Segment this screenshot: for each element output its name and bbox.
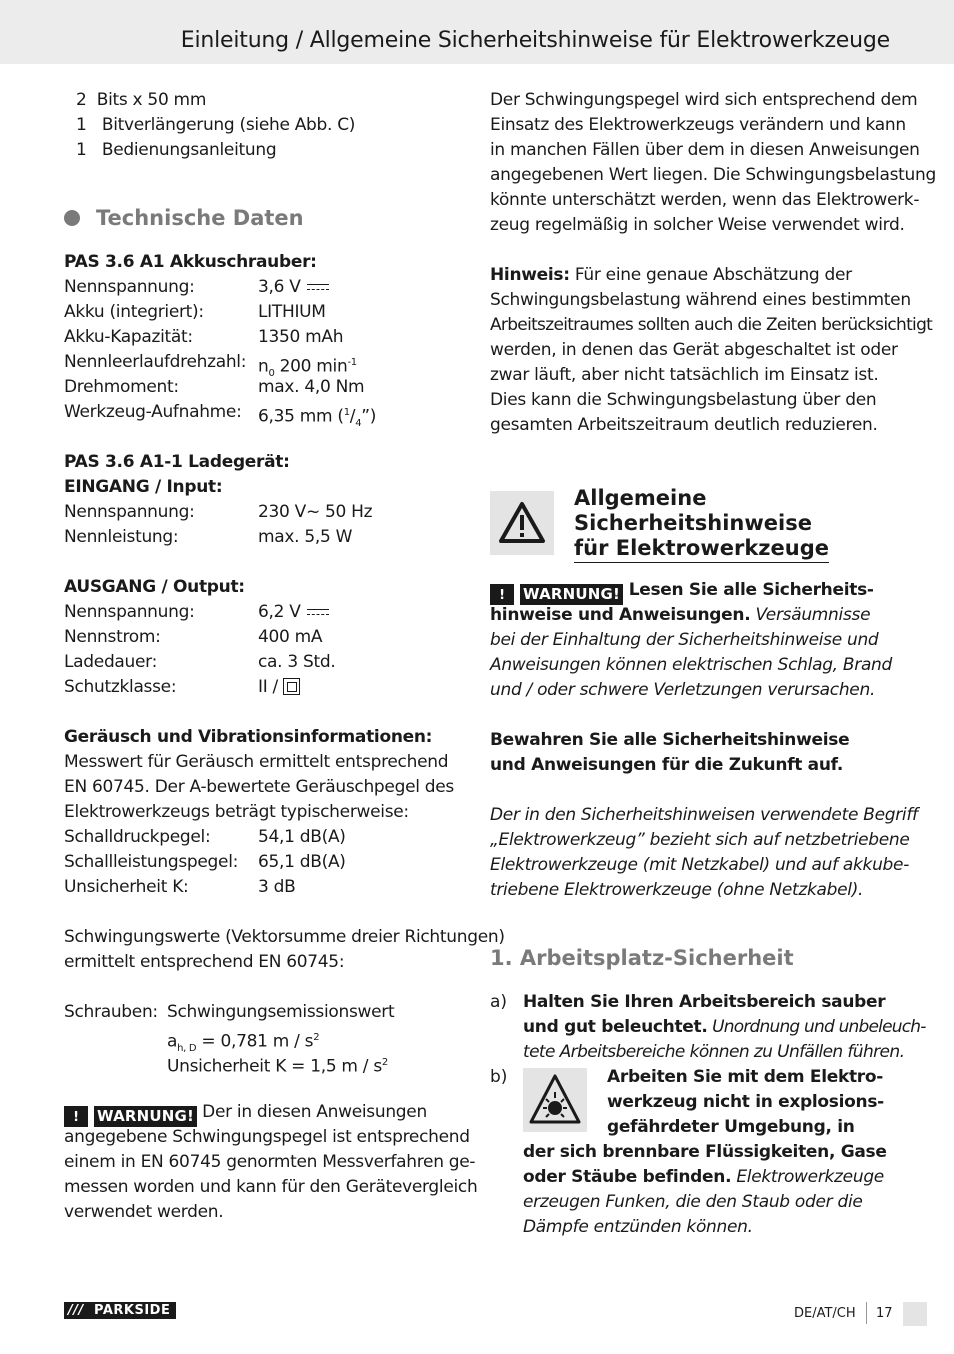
vibration-label: Schrauben: <box>64 1002 158 1022</box>
vibration-row <box>64 1000 464 1025</box>
hint-label: Hinweis: <box>490 265 570 285</box>
spec-row <box>64 325 464 350</box>
spec-key: Nennspannung: <box>64 602 195 622</box>
spec-value: max. 5,5 W <box>258 527 353 547</box>
scope-text: Bedienungsanleitung <box>101 140 277 160</box>
noise-text: EN 60745. Der A-bewertete Geräuschpegel des <box>64 777 454 797</box>
scope-text: Bitverlängerung (siehe Abb. C) <box>101 115 356 135</box>
hint-text: Dies kann die Schwingungsbelastung über den <box>490 390 877 410</box>
spec-value: 6,2 V <box>258 600 329 625</box>
scope-qty: 2 <box>76 90 87 110</box>
spec-key: Nennleistung: <box>64 527 179 547</box>
item-text: der sich brennbare Flüssigkeiten, Gase <box>523 1142 887 1162</box>
vibration-row <box>64 1050 464 1075</box>
scope-item <box>64 113 464 138</box>
warning-text: angegebene Schwingungspegel ist entsprechend <box>64 1127 470 1147</box>
vibration-text: Schwingungswerte (Vektorsumme dreier Richtungen) <box>64 927 505 947</box>
spec-value: LITHIUM <box>258 302 326 322</box>
intro-text: zeug regelmäßig in solcher Weise verwendet wird. <box>490 215 905 235</box>
spec-key: Nennstrom: <box>64 627 161 647</box>
spec-row <box>64 350 464 380</box>
parkside-logo <box>64 1302 176 1319</box>
spec-value: II / <box>258 675 300 700</box>
spec-key: Nennspannung: <box>64 502 195 522</box>
spec-row <box>64 675 464 700</box>
page-header <box>0 0 954 64</box>
warning-triangle-icon: ! <box>64 1106 88 1127</box>
warning-text: Der in diesen Anweisungen <box>197 1102 427 1122</box>
hint-text: zwar läuft, aber nicht tatsächlich im Einsatz ist. <box>490 365 879 385</box>
keep-instructions: Bewahren Sie alle Sicherheitshinweise <box>490 730 850 750</box>
term-text: Der in den Sicherheitshinweisen verwendete Begriff <box>490 805 918 825</box>
warning-label: WARNUNG! <box>520 584 623 605</box>
dc-symbol-icon <box>307 606 329 618</box>
warning-paragraph <box>64 1100 464 1125</box>
tech-data-heading <box>64 198 464 238</box>
workplace-heading: 1. Arbeitsplatz-Sicherheit <box>490 946 794 970</box>
safety-title-line: Sicherheitshinweise <box>574 511 812 535</box>
scope-item <box>64 138 464 163</box>
spec-key: Ladedauer: <box>64 652 157 672</box>
warning-text: bei der Einhaltung der Sicherheitshinweise und <box>490 630 879 650</box>
warning-text: verwendet werden. <box>64 1202 224 1222</box>
safety-title-line: für Elektrowerkzeuge <box>574 536 829 563</box>
hint-text: werden, in denen das Gerät abgeschaltet ist oder <box>490 340 898 360</box>
vibration-value: Schwingungsemissionswert <box>167 1002 395 1022</box>
hint-text: Für eine genaue Abschätzung der <box>569 265 852 285</box>
spec-row <box>64 825 464 850</box>
hint-text: Schwingungsbelastung während eines bestimmten <box>490 290 911 310</box>
warning-text: einem in EN 60745 genormten Messverfahren ge- <box>64 1152 476 1172</box>
safety-section-title <box>574 486 829 561</box>
spec-row <box>64 300 464 325</box>
item-text: Arbeiten Sie mit dem Elektro- <box>607 1067 884 1087</box>
spec-value: 54,1 dB(A) <box>258 827 346 847</box>
explosion-hazard-icon <box>523 1068 587 1132</box>
spec-row <box>64 600 464 625</box>
scope-qty: 1 <box>76 140 87 160</box>
warning-text: messen worden und kann für den Gerätevergleich <box>64 1177 478 1197</box>
screwdriver-title: PAS 3.6 A1 Akkuschrauber: <box>64 252 317 272</box>
spec-row <box>64 850 464 875</box>
intro-text: in manchen Fällen über dem in diesen Anweisungen <box>490 140 920 160</box>
spec-row <box>64 625 464 650</box>
item-text: oder Stäube befinden. Elektrowerkzeuge <box>523 1167 884 1187</box>
footer-divider <box>866 1302 867 1324</box>
noise-text: Elektrowerkzeugs beträgt typischerweise: <box>64 802 409 822</box>
warning2-paragraph <box>490 578 895 603</box>
list-marker: b) <box>490 1067 508 1087</box>
warning-text: Anweisungen können elektrischen Schlag, Brand <box>490 655 893 675</box>
protection-class-icon <box>283 678 300 695</box>
safety-title-line: Allgemeine <box>574 486 707 510</box>
spec-row <box>64 650 464 675</box>
spec-key: Schalldruckpegel: <box>64 827 211 847</box>
footer-language: DE/AT/CH <box>794 1306 856 1321</box>
spec-row <box>64 525 464 550</box>
dc-symbol-icon <box>307 281 329 293</box>
spec-key: Nennspannung: <box>64 277 195 297</box>
bullet-icon <box>64 210 80 226</box>
term-text: Elektrowerkzeuge (mit Netzkabel) und auf akkube- <box>490 855 910 875</box>
item-text: tete Arbeitsbereiche können zu Unfällen führen. <box>523 1042 905 1062</box>
right-column <box>490 88 936 1240</box>
warning-text: und / oder schwere Verletzungen verursachen. <box>490 680 876 700</box>
warning-badge <box>490 584 623 605</box>
spec-value: 230 V~ 50 Hz <box>258 502 373 522</box>
spec-value: $n_0$ 200 $\min^{-1}$ <box>258 356 357 380</box>
spec-row <box>64 500 464 525</box>
hint-text: gesamten Arbeitszeitraum deutlich reduzieren. <box>490 415 878 435</box>
logo-slashes: /// <box>68 1303 84 1318</box>
vibration-row <box>64 1025 464 1055</box>
spec-row <box>64 275 464 300</box>
intro-text: angegebenen Wert liegen. Die Schwingungsbelastung <box>490 165 936 185</box>
charger-title: PAS 3.6 A1-1 Ladegerät: <box>64 452 290 472</box>
spec-row <box>64 375 464 400</box>
warning-badge <box>64 1106 197 1127</box>
list-item-b <box>490 1065 895 1240</box>
item-text: erzeugen Funken, die den Staub oder die <box>523 1192 863 1212</box>
term-text: triebene Elektrowerkzeuge (ohne Netzkabel). <box>490 880 864 900</box>
scope-item <box>64 88 464 113</box>
scope-qty: 1 <box>76 115 87 135</box>
spec-value: 3 dB <box>258 877 296 897</box>
intro-text: Einsatz des Elektrowerkzeugs verändern und kann <box>490 115 906 135</box>
list-item-a <box>490 990 926 1065</box>
term-text: „Elektrowerkzeug” bezieht sich auf netzbetriebene <box>490 830 910 850</box>
spec-key: Nennleerlaufdrehzahl: <box>64 352 247 372</box>
item-text: Dämpfe entzünden können. <box>523 1217 753 1237</box>
warning-triangle-icon: ! <box>490 584 514 605</box>
vibration-uncertainty: Unsicherheit K = 1,5 m / $s^2$ <box>167 1056 388 1077</box>
safety-section-header <box>490 486 895 566</box>
spec-value: max. 4,0 Nm <box>258 377 365 397</box>
vibration-a-value: $a_{h, D} = 0,781$ m / $s^2$ <box>167 1031 320 1055</box>
spec-value: 65,1 dB(A) <box>258 852 346 872</box>
hint-text: Arbeitszeitraumes sollten auch die Zeiten berücksichtigt <box>490 315 933 335</box>
warning-text: hinweise und Anweisungen. Versäumnisse <box>490 605 871 625</box>
vibration-text: ermittelt entsprechend EN 60745: <box>64 952 345 972</box>
spec-row <box>64 875 464 900</box>
keep-instructions: und Anweisungen für die Zukunft auf. <box>490 755 843 775</box>
charger-input-title: EINGANG / Input: <box>64 477 223 497</box>
intro-text: Der Schwingungspegel wird sich entsprechend dem <box>490 90 918 110</box>
spec-row <box>64 400 464 430</box>
footer-box <box>903 1302 927 1326</box>
scope-text: Bits x 50 mm <box>96 90 207 110</box>
spec-key: Akku (integriert): <box>64 302 204 322</box>
item-text: und gut beleuchtet. Unordnung und unbeleuch- <box>523 1017 926 1037</box>
spec-value: ca. 3 Std. <box>258 652 336 672</box>
item-text: werkzeug nicht in explosions- <box>607 1092 884 1112</box>
left-column <box>64 88 505 1225</box>
spec-key: Schutzklasse: <box>64 677 177 697</box>
page-title: Einleitung / Allgemeine Sicherheitshinweise für Elektrowerkzeuge <box>180 28 890 53</box>
warning-label: WARNUNG! <box>94 1106 197 1127</box>
spec-key: Akku-Kapazität: <box>64 327 193 347</box>
spec-key: Werkzeug-Aufnahme: <box>64 402 242 422</box>
spec-key: Schallleistungspegel: <box>64 852 239 872</box>
charger-output-title: AUSGANG / Output: <box>64 577 245 597</box>
tech-data-heading-text: Technische Daten <box>96 206 304 230</box>
list-marker: a) <box>490 992 508 1012</box>
spec-key: Unsicherheit K: <box>64 877 189 897</box>
logo-text: PARKSIDE <box>94 1303 171 1318</box>
spec-value: 3,6 V <box>258 275 329 300</box>
item-text: gefährdeter Umgebung, in <box>607 1117 855 1137</box>
spec-value: 1350 mAh <box>258 327 344 347</box>
spec-key: Drehmoment: <box>64 377 179 397</box>
item-text: Halten Sie Ihren Arbeitsbereich sauber <box>523 992 886 1012</box>
noise-text: Messwert für Geräusch ermittelt entsprechend <box>64 752 449 772</box>
spec-value: 6,35 mm $(^1/_4”)$ <box>258 406 377 430</box>
warning-text: Lesen Sie alle Sicherheits- <box>623 580 874 600</box>
hint-paragraph <box>490 263 895 288</box>
page-number: 17 <box>876 1306 893 1321</box>
warning-triangle-icon <box>490 491 554 555</box>
intro-text: könnte unterschätzt werden, wenn das Elektrowerk- <box>490 190 920 210</box>
spec-value: 400 mA <box>258 627 323 647</box>
noise-title: Geräusch und Vibrationsinformationen: <box>64 727 433 747</box>
